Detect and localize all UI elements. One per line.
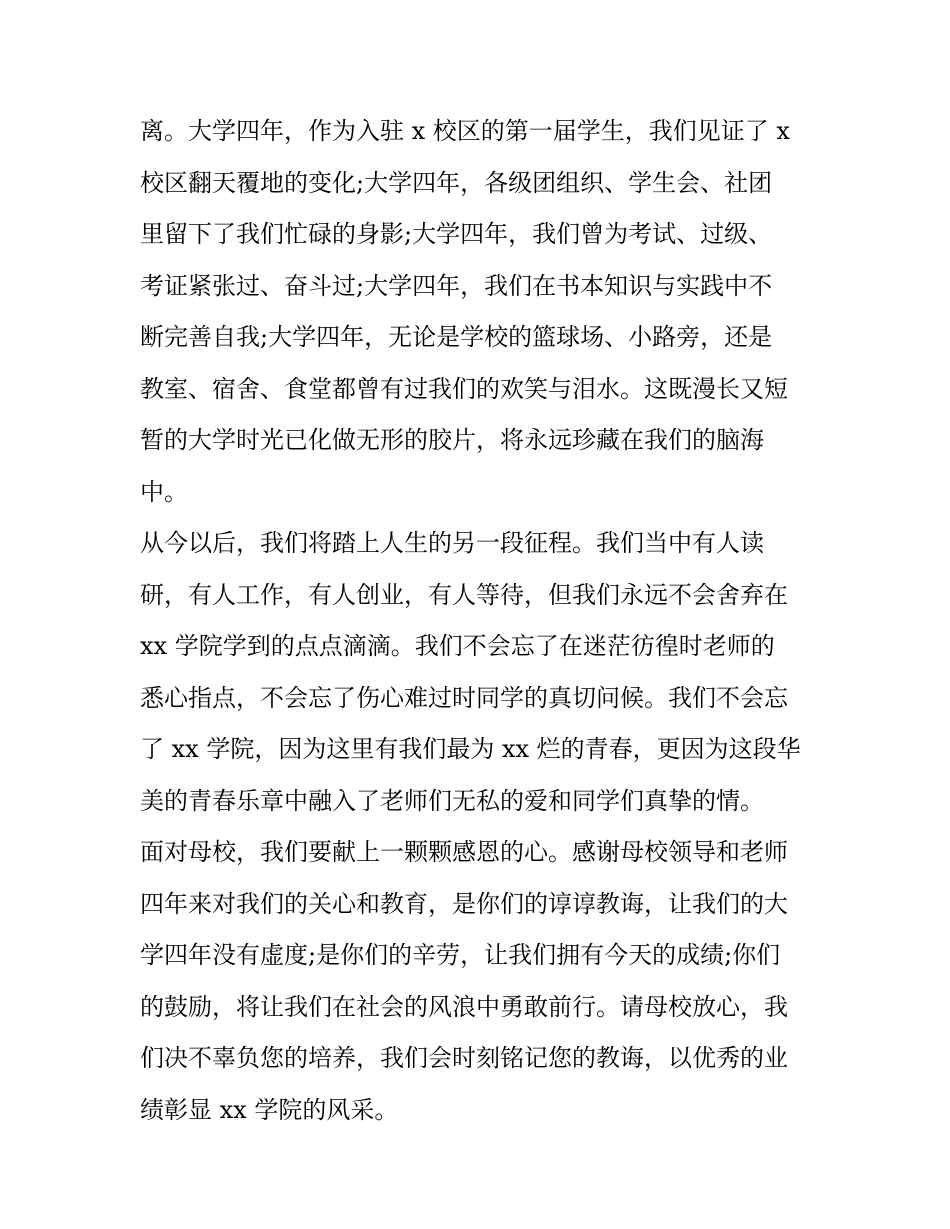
text-line: 里留下了我们忙碌的身影;大学四年，我们曾为考试、过级、: [140, 220, 773, 248]
text-line: 美的青春乐章中融入了老师们无私的爱和同学们真挚的情。: [140, 786, 764, 815]
text-line: 学四年没有虚度;是你们的辛劳，让我们拥有今天的成绩;你们: [140, 941, 781, 969]
text-line: 校区翻天覆地的变化;大学四年，各级团组织、学生会、社团: [140, 168, 773, 197]
document-body: [140, 106, 820, 1136]
text-line: 考证紧张过、奋斗过;大学四年，我们在书本知识与实践中不: [140, 271, 773, 300]
text-line: 断完善自我;大学四年，无论是学校的篮球场、小路旁，还是: [140, 323, 773, 351]
text-line: xx 学院学到的点点滴滴。我们不会忘了在迷茫彷徨时老师的: [140, 632, 775, 660]
text-line: 的鼓励，将让我们在社会的风浪中勇敢前行。请母校放心，我: [140, 992, 788, 1021]
text-line: 们决不辜负您的培养，我们会时刻铭记您的教诲，以优秀的业: [140, 1044, 788, 1072]
text-line: 绩彰显 xx 学院的风采。: [140, 1095, 399, 1124]
text-line: 教室、宿舍、食堂都曾有过我们的欢笑与泪水。这既漫长又短: [140, 374, 788, 403]
text-line: 离。大学四年，作为入驻 x 校区的第一届学生，我们见证了 x: [140, 117, 790, 145]
text-line: 暂的大学时光已化做无形的胶片，将永远珍藏在我们的脑海: [140, 426, 764, 454]
text-line: 四年来对我们的关心和教育，是你们的谆谆教诲，让我们的大: [140, 889, 788, 918]
text-line: 了 xx 学院，因为这里有我们最为 xx 烂的青春，更因为这段华: [140, 735, 801, 763]
text-line: 中。: [140, 477, 188, 506]
text-line: 研，有人工作，有人创业，有人等待，但我们永远不会舍弃在: [140, 580, 788, 609]
text-line: 悉心指点，不会忘了伤心难过时同学的真切问候。我们不会忘: [140, 683, 788, 712]
text-line: 从今以后，我们将踏上人生的另一段征程。我们当中有人读: [140, 529, 764, 557]
text-line: 面对母校，我们要献上一颗颗感恩的心。感谢母校领导和老师: [140, 838, 788, 866]
